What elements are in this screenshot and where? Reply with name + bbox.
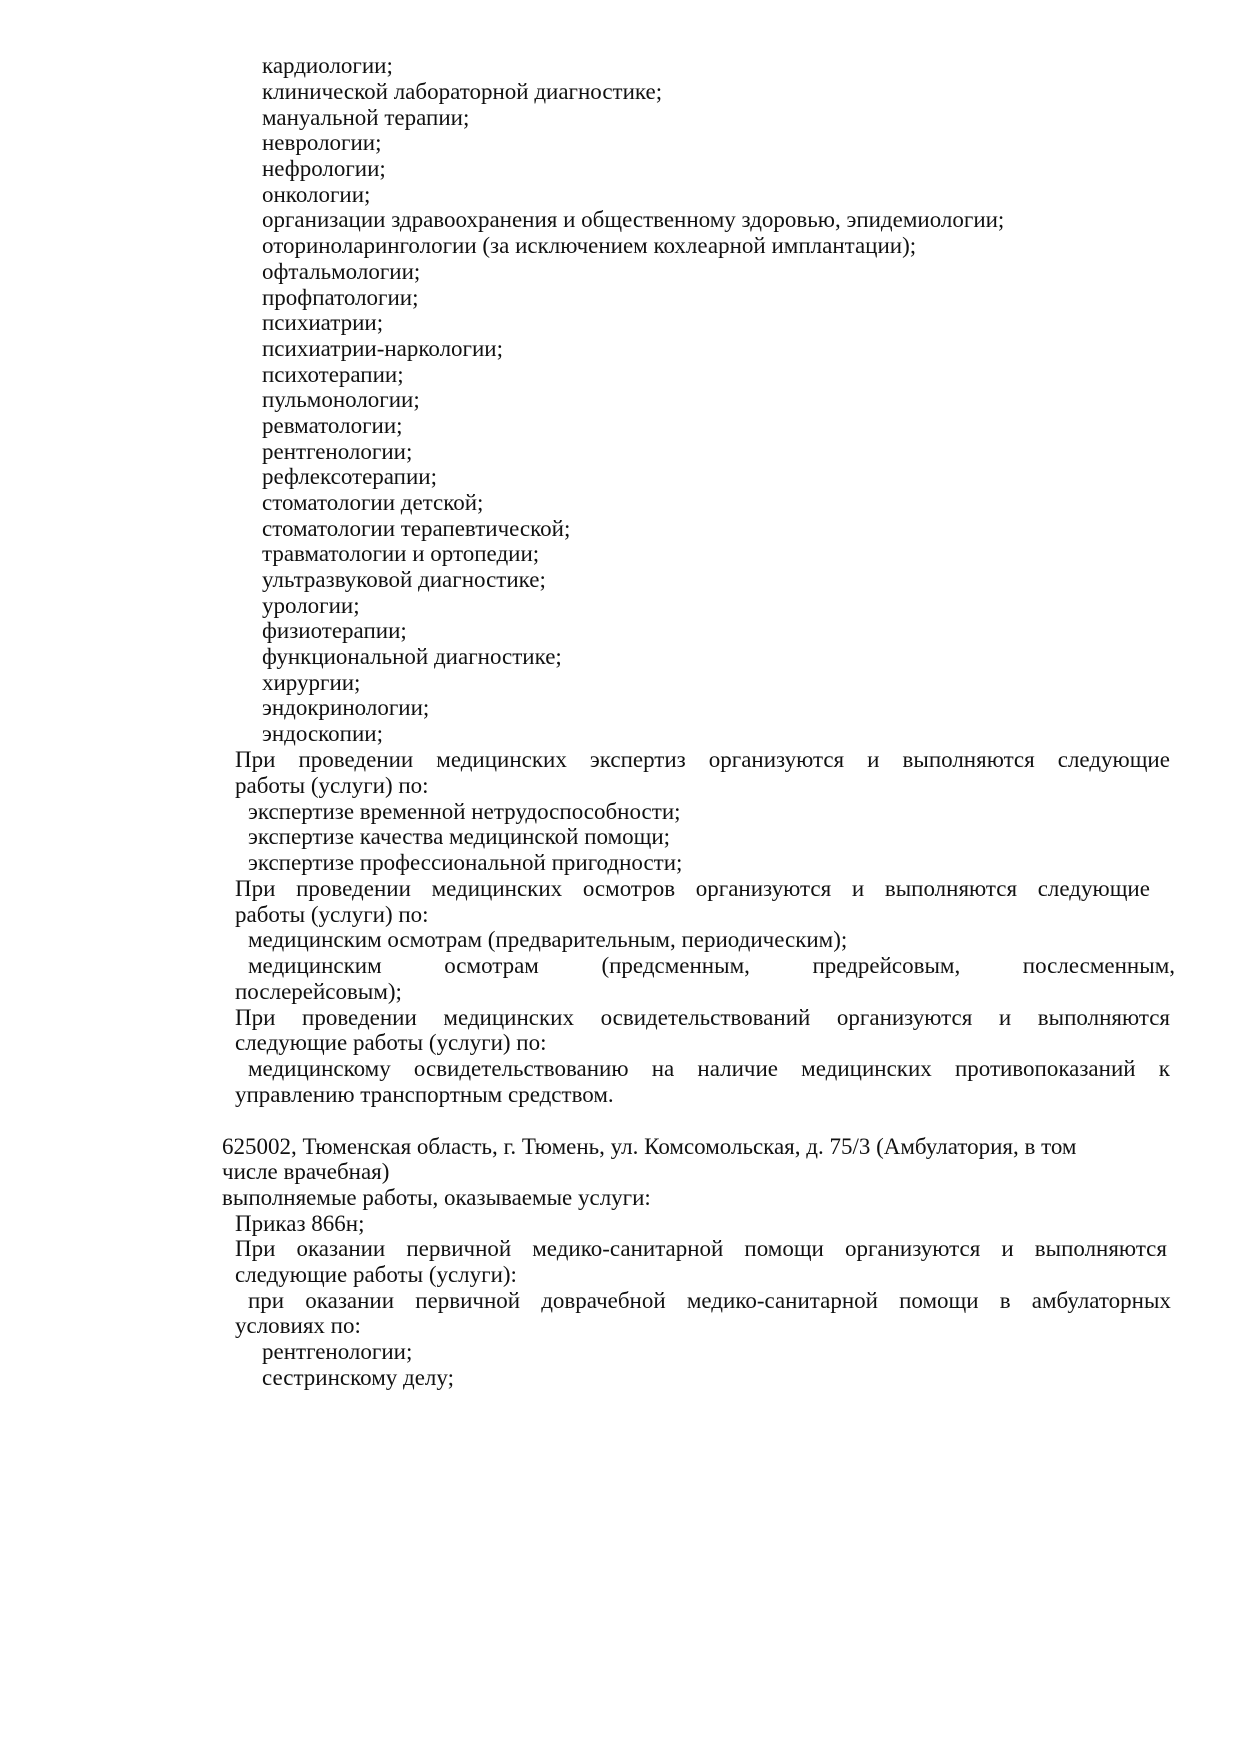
word: следующие [1057, 747, 1170, 772]
list-item: рентгенологии; [262, 439, 413, 464]
word: медицинских [431, 876, 563, 901]
list-item: рефлексотерапии; [262, 464, 437, 489]
word: послесменным, [1022, 953, 1175, 978]
prenursing-heading [248, 1286, 1171, 1315]
list-item: профпатологии; [262, 285, 419, 310]
expertise-heading [235, 745, 1170, 774]
word: и [851, 876, 865, 901]
list-item-cont: управлению транспортным средством. [235, 1082, 614, 1107]
list-item: пульмонологии; [262, 387, 420, 412]
list-item [248, 1054, 1170, 1083]
list-item: сестринскому делу; [262, 1365, 454, 1390]
list-item: клинической лабораторной диагностике; [262, 79, 663, 104]
list-item: экспертизе профессиональной пригодности; [248, 850, 683, 875]
word: проведении [302, 1005, 417, 1030]
word: выполняются [1034, 1236, 1167, 1261]
word: медицинским [248, 953, 382, 978]
word: организуются [836, 1005, 973, 1030]
word: выполняются [902, 747, 1035, 772]
word: первичной [415, 1288, 521, 1313]
word: осмотров [582, 876, 676, 901]
word: медицинских [801, 1056, 932, 1081]
order-reference: Приказ 866н; [235, 1211, 365, 1236]
expertise-heading-cont: работы (услуги) по: [235, 773, 429, 798]
word: помощи [744, 1236, 824, 1261]
word: доврачебной [541, 1288, 666, 1313]
list-item: экспертизе качества медицинской помощи; [248, 824, 671, 849]
primary-care-heading [235, 1234, 1167, 1263]
primary-care-heading-cont: следующие работы (услуги): [235, 1262, 517, 1287]
list-item: психиатрии-наркологии; [262, 336, 503, 361]
word: в [999, 1288, 1011, 1313]
examinations-heading-cont: работы (услуги) по: [235, 902, 429, 927]
list-item: ревматологии; [262, 413, 403, 438]
list-item: мануальной терапии; [262, 105, 470, 130]
word: предрейсовым, [812, 953, 961, 978]
word: и [1001, 1236, 1014, 1261]
list-item: офтальмологии; [262, 259, 421, 284]
word: оказании [305, 1288, 395, 1313]
list-item: ультразвуковой диагностике; [262, 567, 546, 592]
list-item: эндоскопии; [262, 721, 383, 746]
certifications-heading-cont: следующие работы (услуги) по: [235, 1030, 547, 1055]
list-item-cont: послерейсовым); [235, 979, 402, 1004]
list-item: психиатрии; [262, 310, 384, 335]
list-item: физиотерапии; [262, 618, 407, 643]
list-item: экспертизе временной нетрудоспособности; [248, 799, 681, 824]
list-item: медицинским осмотрам (предварительным, периодическим); [248, 927, 848, 952]
word: медицинских [443, 1005, 574, 1030]
list-item [248, 951, 1175, 980]
word: осмотрам [444, 953, 539, 978]
word: (предсменным, [601, 953, 750, 978]
word: организуются [844, 1236, 981, 1261]
list-item: организации здравоохранения и общественному здоровью, эпидемиологии; [262, 207, 1005, 232]
list-item: нефрологии; [262, 156, 386, 181]
list-item: стоматологии терапевтической; [262, 516, 571, 541]
list-item: психотерапии; [262, 362, 404, 387]
word: выполняются [1037, 1005, 1170, 1030]
word: оказании [296, 1236, 386, 1261]
word: медицинских [436, 747, 567, 772]
word: при [248, 1288, 285, 1313]
word: к [1158, 1056, 1170, 1081]
word: на [651, 1056, 675, 1081]
list-item: урологии; [262, 593, 360, 618]
word: медико-санитарной [686, 1288, 878, 1313]
word: экспертиз [589, 747, 686, 772]
examinations-heading [235, 874, 1150, 903]
word: организуются [708, 747, 845, 772]
list-item: функциональной диагностике; [262, 644, 562, 669]
word: организуются [695, 876, 832, 901]
word: медико-санитарной [532, 1236, 724, 1261]
address-line-cont: числе врачебная) [222, 1159, 390, 1184]
word: амбулаторных [1031, 1288, 1171, 1313]
word: первичной [406, 1236, 512, 1261]
word: и [867, 747, 880, 772]
address-line: 625002, Тюменская область, г. Тюмень, ул. Комсомольская, д. 75/3 (Амбулатория, в том [222, 1134, 1077, 1159]
list-item: эндокринологии; [262, 695, 430, 720]
prenursing-heading-cont: условиях по: [235, 1313, 361, 1338]
word: медицинскому [248, 1056, 391, 1081]
word: освидетельствованию [413, 1056, 629, 1081]
word: При [235, 747, 276, 772]
list-item: хирургии; [262, 670, 361, 695]
list-item: оториноларингологии (за исключением кохлеарной имплантации); [262, 233, 917, 258]
word: проведении [296, 876, 411, 901]
word: освидетельствований [600, 1005, 811, 1030]
word: При [235, 1005, 276, 1030]
word: помощи [899, 1288, 979, 1313]
list-item: травматологии и ортопедии; [262, 541, 540, 566]
list-item: неврологии; [262, 130, 382, 155]
list-item: стоматологии детской; [262, 490, 484, 515]
word: проведении [298, 747, 414, 772]
word: наличие [697, 1056, 778, 1081]
list-item: онкологии; [262, 182, 371, 207]
word: При [235, 1236, 276, 1261]
list-item: рентгенологии; [262, 1339, 413, 1364]
word: противопоказаний [954, 1056, 1136, 1081]
works-label: выполняемые работы, оказываемые услуги: [222, 1185, 651, 1210]
list-item: кардиологии; [262, 53, 393, 78]
word: следующие [1037, 876, 1150, 901]
word: и [998, 1005, 1012, 1030]
word: выполняются [884, 876, 1018, 901]
word: При [235, 876, 276, 901]
